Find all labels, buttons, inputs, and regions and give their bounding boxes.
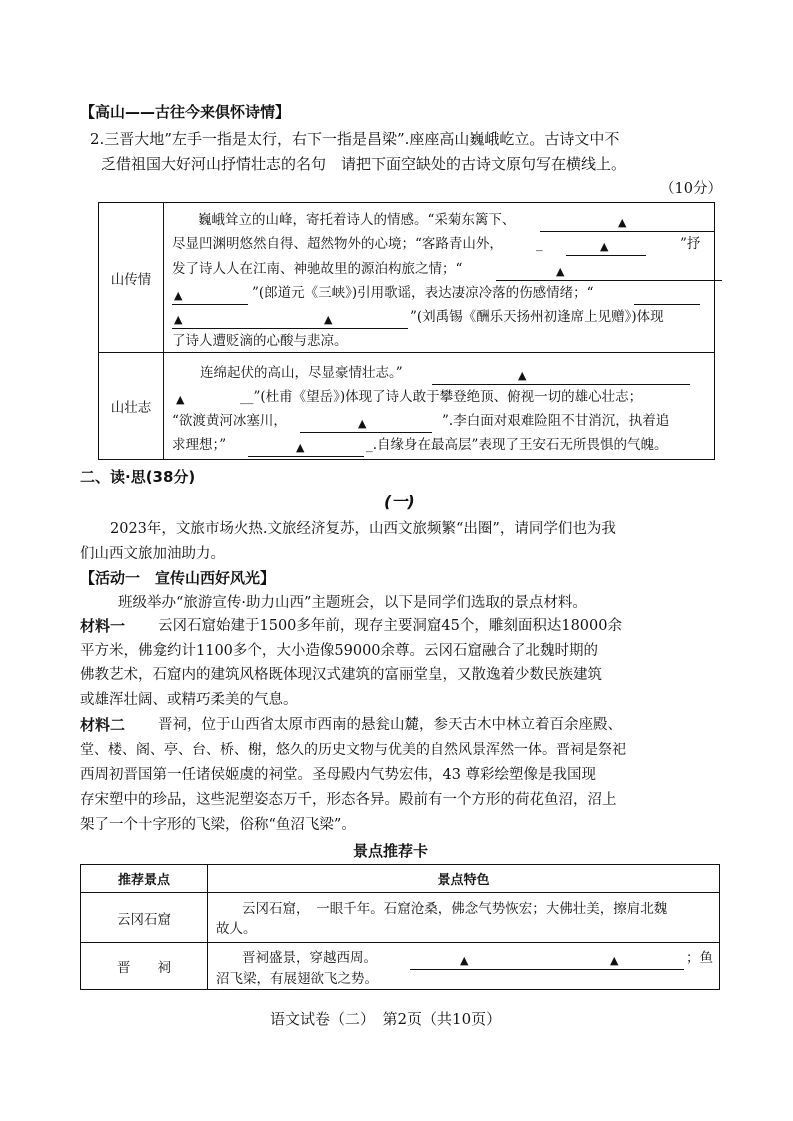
question-2-line1: 2.三晋大地”左手一指是太行，右下一指是昌梁”.座座高山巍峨屹立。古诗文中不	[90, 130, 620, 148]
row1-line2: 尽显凹渊明悠然自得、超然物外的心境；“客路青山外，	[172, 236, 503, 252]
blank-marker: ▲	[610, 954, 619, 967]
material2-line3: 西周初晋国第一任诸侯姬虞的祠堂。圣母殿内气势宏伟，43 尊彩绘塑像是我国现	[80, 767, 597, 783]
spot-yungang: 云冈石窟	[81, 893, 208, 943]
blank-marker: ▲	[618, 216, 627, 229]
blank-marker: ▲	[174, 313, 183, 326]
blank-marker: ▲	[460, 954, 469, 967]
row2-line4b: _.自缘身在最高层”表现了王安石无所畏惧的气魄。	[366, 437, 668, 453]
blank-marker: ▲	[556, 265, 565, 278]
material1-line2: 平方米，佛龛约计1100多个，大小造像59000余尊。云冈石窟融合了北魏时期的	[80, 643, 599, 659]
row1-line4: ”(郎道元《三峡》)引用歌谣，表达凄凉冷落的伤感情绪；“	[252, 285, 594, 301]
card-title: 景点推荐卡	[353, 842, 429, 860]
col-header-feature: 景点特色	[208, 865, 720, 893]
section-heading-gaoshan: 【高山——古往今来俱怀诗情】	[80, 103, 291, 121]
jinci-feature-line1: 晋祠盛景，穿越西周。	[242, 950, 377, 966]
material1-line1: 云冈石窟始建于1500多年前，现存主要洞窟45个，雕刻面积达18000余	[158, 618, 622, 634]
answer-blank-9[interactable]	[300, 417, 432, 433]
row2-line4a: 求理想；”	[172, 437, 227, 453]
answer-blank-4[interactable]	[172, 289, 248, 305]
jinci-feature-line2: 沼飞梁，有展翅欲飞之势。	[216, 971, 378, 987]
question-2-score: （10分）	[660, 181, 722, 197]
answer-blank-5[interactable]	[634, 289, 700, 305]
material1-label: 材料一	[80, 617, 126, 635]
answer-blank-1[interactable]	[540, 216, 714, 232]
blank-marker: ▲	[518, 369, 527, 382]
answer-blank-8[interactable]	[172, 393, 226, 408]
material2-line5: 架了一个十字形的飞梁，俗称“鱼沼飞梁”。	[80, 817, 356, 833]
activity-heading: 【活动一 宣传山西好风光】	[80, 569, 276, 587]
answer-blank-card[interactable]	[410, 954, 684, 970]
material1-line4: 或雄浑壮阔、或精巧柔美的气息。	[80, 692, 298, 708]
row1-line2-underscore: _	[536, 236, 543, 252]
blank-marker: ▲	[176, 393, 185, 406]
material2-line4: 存宋塑中的珍品，这些泥塑姿态万千，形态各异。殿前有一个方形的荷花鱼沼，沼上	[80, 792, 617, 808]
answer-blank-2[interactable]	[566, 240, 646, 256]
recommend-card-table	[80, 864, 720, 990]
row-label-shan-zhuangzhi: 山壮志	[99, 353, 164, 460]
row1-line5: ”(刘禹锡《酬乐天扬州初逢席上见赠》)体现	[410, 309, 664, 325]
row2-line3b: ”.李白面对艰难险阻不甘消沉，执着追	[442, 413, 670, 429]
answer-blank-3[interactable]	[496, 265, 722, 281]
material2-line1: 晋祠，位于山西省太原市西南的悬瓮山麓，参天古木中林立着百余座殿、	[158, 717, 622, 733]
blank-marker: ▲	[600, 240, 609, 253]
blank-marker: ▲	[324, 313, 333, 326]
row2-line1: 连绵起伏的高山，尽显豪情壮志。”	[200, 365, 403, 381]
row1-line2-end: ”抒	[680, 236, 701, 252]
section2-heading: 二、读·思(38分)	[80, 468, 196, 486]
material2-label: 材料二	[80, 716, 126, 734]
col-header-spot: 推荐景点	[81, 865, 208, 893]
answer-blank-10[interactable]	[248, 441, 364, 457]
answer-blank-7[interactable]	[432, 369, 690, 385]
intro-line2: 们山西文旅加油助力。	[80, 546, 225, 562]
yungang-feature-line1: 云冈石窟， 一眼千年。石窟沧桑，佛念气势恢宏；大佛壮美，擦肩北魏	[242, 901, 668, 917]
page-footer: 语文试卷（二） 第2页（共10页）	[270, 1010, 502, 1028]
answer-blank-6[interactable]	[172, 313, 408, 329]
blank-marker: ▲	[174, 289, 183, 302]
question-2-line2: 乏借祖国大好河山抒情壮志的名句 请把下面空缺处的古诗文原句写在横线上。	[101, 155, 627, 173]
yungang-feature-line2: 故人。	[216, 921, 257, 937]
jinci-feature-line1-end: ；鱼	[686, 950, 713, 966]
blank-marker: ▲	[358, 417, 367, 430]
row1-line1: 巍峨耸立的山峰，寄托着诗人的情感。“采菊东篱下、	[198, 212, 516, 228]
row2-line3a: “欲渡黄河冰塞川，	[172, 413, 287, 429]
intro-line1: 2023年，文旅市场火热.文旅经济复苏，山西文旅频繁“出圈”，请同学们也为我	[110, 521, 616, 537]
material1-line3: 佛教艺术，石窟内的建筑风格既体现汉式建筑的富丽堂皇，又散逸着少数民族建筑	[80, 667, 602, 683]
section2-subheading: (一)	[384, 492, 415, 511]
row2-line2: __”(杜甫《望岳》)体现了诗人敢于攀登绝顶、俯视一切的雄心壮志；	[240, 389, 643, 405]
material2-line2: 堂、楼、阁、亭、台、桥、榭，悠久的历史文物与优美的自然风景浑然一体。晋祠是祭祀	[80, 742, 626, 758]
activity-intro: 班级举办“旅游宣传·助力山西”主题班会，以下是同学们选取的景点材料。	[118, 595, 587, 611]
row1-line6: 了诗人遭贬滴的心酸与悲凉。	[172, 333, 348, 349]
spot-jinci: 晋 祠	[81, 943, 208, 990]
blank-marker: ▲	[296, 441, 305, 454]
row-label-shan-chuanqing: 山传情	[99, 203, 164, 353]
row1-line3: 发了诗人人在江南、神驰故里的源泊构旅之情；“	[172, 261, 463, 277]
